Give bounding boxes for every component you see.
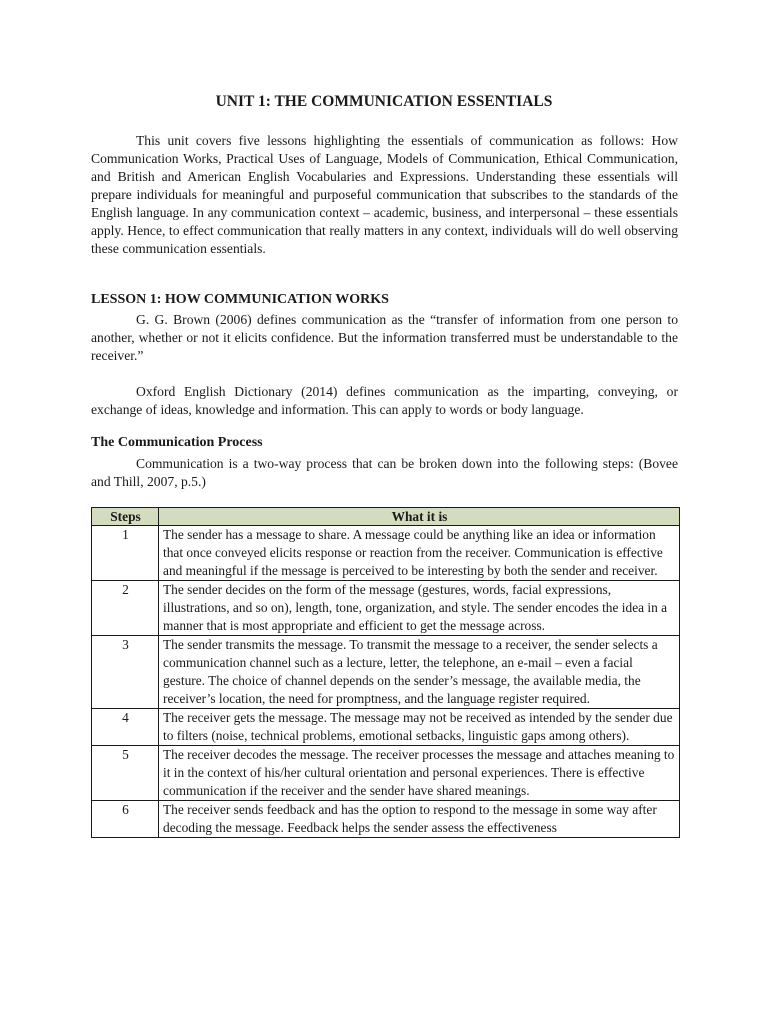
step-description: The sender has a message to share. A message could be anything like an idea or information that once conveyed elicits response or reaction from the receiver. Communication is effective and meaningful if the message is perceived to be interesting by both the sender and receiver. xyxy=(159,526,680,581)
table-row xyxy=(92,636,680,709)
step-description: The receiver sends feedback and has the option to respond to the message in some way after decoding the message. Feedback helps the sender assess the effectiveness xyxy=(159,801,680,838)
step-description: The receiver decodes the message. The receiver processes the message and attaches meaning to it in the context of his/her cultural orientation and personal experiences. There is effective communication if the receiver and the sender have shared meanings. xyxy=(159,746,680,801)
table-row xyxy=(92,581,680,636)
steps-table xyxy=(91,507,680,838)
table-row xyxy=(92,801,680,838)
what-it-is-column-header: What it is xyxy=(159,508,680,526)
oxford-definition-paragraph: Oxford English Dictionary (2014) defines communication as the imparting, conveying, or exchange of ideas, knowledge and information. This can apply to words or body language. xyxy=(91,384,678,417)
brown-definition-paragraph: G. G. Brown (2006) defines communication as the “transfer of information from one person to another, whether or not it elicits confidence. But the information transferred must be understandable to the receiver.” xyxy=(91,312,678,363)
table-header-row xyxy=(92,508,680,526)
step-number: 1 xyxy=(92,526,159,581)
step-description: The sender transmits the message. To transmit the message to a receiver, the sender selects a communication channel such as a lecture, letter, the telephone, an e-mail – even a facial gesture. The choice of channel depends on the sender’s message, the available media, the receiver’s location, the need for promptness, and the language register required. xyxy=(159,636,680,709)
step-number: 6 xyxy=(92,801,159,838)
steps-column-header: Steps xyxy=(92,508,159,526)
unit-title: UNIT 1: THE COMMUNICATION ESSENTIALS xyxy=(215,93,553,110)
step-description: The sender decides on the form of the message (gestures, words, facial expressions, illustrations, and so on), length, tone, organization, and style. The sender encodes the idea in a manner that is most appropriate and efficient to get the message across. xyxy=(159,581,680,636)
intro-paragraph: This unit covers five lessons highlighting the essentials of communication as follows: How Communication Works, Practical Uses of Language, Models of Communication, Ethical Communication, and British and American English Vocabularies and Expressions. Understanding these essentials will prepare individuals for meaningful and purposeful communication that subscribes to the standards of the English language. In any communication context – academic, business, and interpersonal – these essentials apply. Hence, to effect communication that really matters in any context, individuals will do well observing these communication essentials. xyxy=(91,133,678,256)
step-number: 3 xyxy=(92,636,159,709)
table-row xyxy=(92,746,680,801)
table-row xyxy=(92,709,680,746)
step-number: 2 xyxy=(92,581,159,636)
table-row xyxy=(92,526,680,581)
page-cutoff-mask xyxy=(91,920,691,1024)
step-number: 5 xyxy=(92,746,159,801)
process-intro-paragraph: Communication is a two-way process that can be broken down into the following steps: (Bovee and Thill, 2007, p.5.) xyxy=(91,456,678,489)
lesson-title: LESSON 1: HOW COMMUNICATION WORKS xyxy=(91,292,389,307)
step-number: 4 xyxy=(92,709,159,746)
step-description: The receiver gets the message. The message may not be received as intended by the sender due to filters (noise, technical problems, emotional setbacks, linguistic gaps among others). xyxy=(159,709,680,746)
section-title: The Communication Process xyxy=(91,435,263,450)
